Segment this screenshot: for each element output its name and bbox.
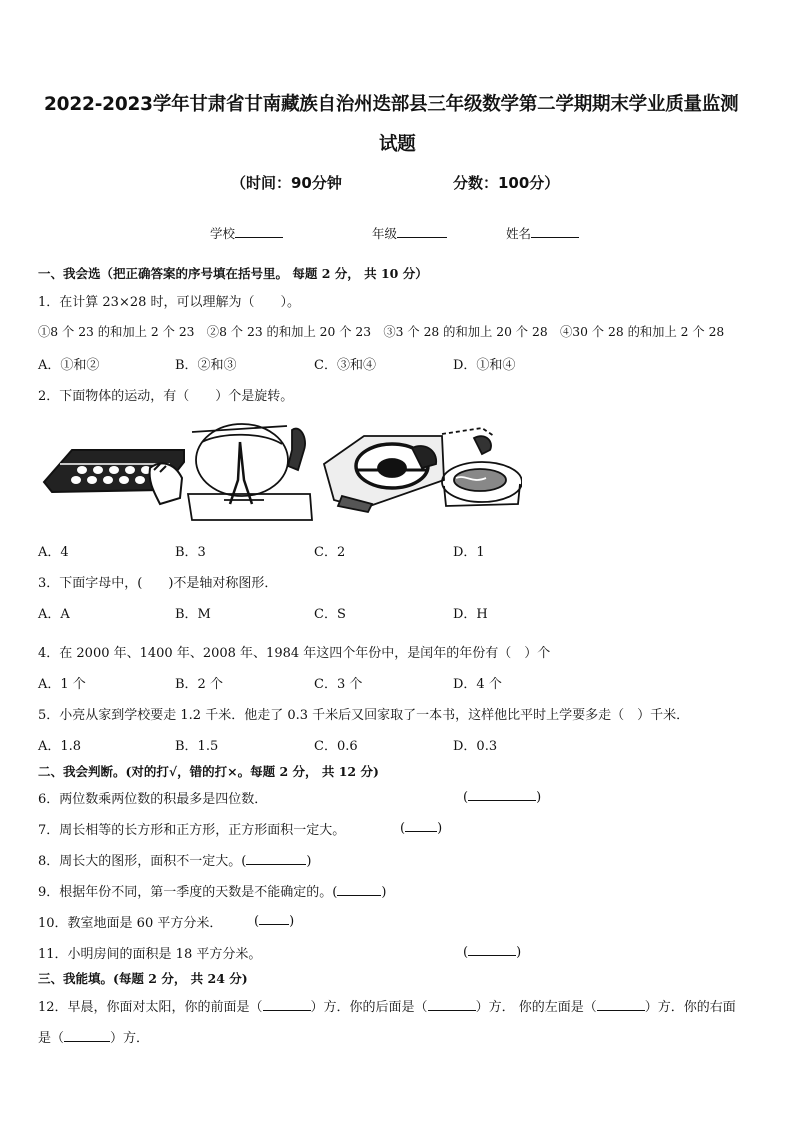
q1-option-d[interactable]: D．①和④ xyxy=(453,358,516,373)
q9-text: 9．根据年份不同，第一季度的天数是不能确定的。 xyxy=(38,885,333,900)
q11-answer-blank[interactable]: ( ) xyxy=(463,945,522,960)
q12-text-e: 是（ xyxy=(38,1031,65,1046)
q5-option-a[interactable]: A．1.8 xyxy=(38,739,82,754)
q7-text: 7．周长相等的长方形和正方形，正方形面积一定大。 xyxy=(38,823,346,838)
q9-answer-blank[interactable]: ( ) xyxy=(332,885,387,900)
q2-option-d[interactable]: D．1 xyxy=(453,545,485,560)
q12-text-a: 12．早晨，你面对太阳，你的前面是（ xyxy=(38,1000,263,1015)
q12-text-f: ）方． xyxy=(110,1031,150,1046)
q5-option-d[interactable]: D．0.3 xyxy=(453,739,498,754)
q4-option-b[interactable]: B．2 个 xyxy=(175,677,223,692)
q9-line xyxy=(38,881,386,900)
faucet-image xyxy=(442,428,522,506)
q3-option-d[interactable]: D．H xyxy=(453,607,488,622)
q3-option-b[interactable]: B．M xyxy=(175,607,211,622)
q5-option-c[interactable]: C．0.6 xyxy=(314,739,358,754)
q1-statements: ①8 个 23 的和加上 2 个 23 ②8 个 23 的和加上 20 个 23 ③3 个 28 的和加上 20 个 28 ④30 个 28 的和加上 2 个 28 xyxy=(38,325,725,339)
q2-figure xyxy=(42,420,522,522)
q12-line2 xyxy=(38,1027,149,1046)
q12-blank-back[interactable] xyxy=(428,998,476,1011)
section3-heading: 三、我能填。(每题 2 分， 共 24 分) xyxy=(38,971,248,986)
q5-stem: 5．小亮从家到学校要走 1.2 千米．他走了 0.3 千米后又回家取了一本书，这样他比平时上学要多走（ ）千米． xyxy=(38,708,690,723)
name-field xyxy=(506,224,579,242)
q10-text: 10．教室地面是 60 平方分米． xyxy=(38,916,223,931)
q2-option-a[interactable]: A．4 xyxy=(38,545,69,560)
q6-text: 6．两位数乘两位数的积最多是四位数． xyxy=(38,792,268,807)
section1-heading: 一、我会选（把正确答案的序号填在括号里。 每题 2 分， 共 10 分） xyxy=(38,266,428,281)
q6-answer-blank[interactable]: ( ) xyxy=(463,790,542,805)
q5-option-b[interactable]: B．1.5 xyxy=(175,739,219,754)
q8-text: 8．周长大的图形，面积不一定大。 xyxy=(38,854,242,869)
q4-option-c[interactable]: C．3 个 xyxy=(314,677,363,692)
q2-option-c[interactable]: C．2 xyxy=(314,545,346,560)
q3-stem: 3．下面字母中，( )不是轴对称图形． xyxy=(38,576,278,591)
q12-text-b: ）方．你的后面是（ xyxy=(310,1000,428,1015)
q1-option-a[interactable]: A．①和② xyxy=(38,358,100,373)
q3-option-c[interactable]: C．S xyxy=(314,607,346,622)
time-limit: （时间：90分钟 xyxy=(231,174,342,192)
q4-option-a[interactable]: A．1 个 xyxy=(38,677,86,692)
q12-blank-right[interactable] xyxy=(64,1029,110,1042)
steering-wheel-image xyxy=(324,436,444,512)
q12-blank-front[interactable] xyxy=(263,998,311,1011)
grade-label: 年级 xyxy=(372,226,398,241)
section2-heading: 二、我会判断。(对的打√，错的打×。每题 2 分， 共 12 分) xyxy=(38,764,379,779)
q8-answer-blank[interactable]: ( ) xyxy=(241,854,312,869)
school-blank[interactable] xyxy=(235,225,283,238)
q12-blank-left[interactable] xyxy=(597,998,645,1011)
grade-field xyxy=(372,224,447,242)
globe-image xyxy=(188,424,312,520)
q12-line1 xyxy=(38,996,736,1015)
q12-text-d: ）方．你的右面 xyxy=(644,1000,736,1015)
q10-answer-blank[interactable]: ( ) xyxy=(254,914,295,929)
q1-stem: 1．在计算 23×28 时，可以理解为（ ）。 xyxy=(38,295,301,310)
q7-answer-blank[interactable]: ( ) xyxy=(400,821,443,836)
q1-option-b[interactable]: B．②和③ xyxy=(175,358,237,373)
q2-option-b[interactable]: B．3 xyxy=(175,545,206,560)
doc-title-line2: 试题 xyxy=(379,134,416,155)
q12-text-c: ）方． 你的左面是（ xyxy=(475,1000,597,1015)
name-blank[interactable] xyxy=(531,225,579,238)
q4-stem: 4．在 2000 年、1400 年、2008 年、1984 年这四个年份中，是闰年的年份有（ ）个 xyxy=(38,646,551,661)
name-label: 姓名 xyxy=(506,226,532,241)
school-field xyxy=(210,224,283,242)
q4-option-d[interactable]: D．4 个 xyxy=(453,677,502,692)
q2-stem: 2．下面物体的运动，有（ ）个是旋转。 xyxy=(38,389,294,404)
q1-option-c[interactable]: C．③和④ xyxy=(314,358,376,373)
total-score: 分数：100分） xyxy=(453,174,560,192)
grade-blank[interactable] xyxy=(397,225,447,238)
q11-text: 11．小明房间的面积是 18 平方分米。 xyxy=(38,947,262,962)
q8-line xyxy=(38,850,311,869)
doc-title-line1: 2022-2023学年甘肃省甘南藏族自治州迭部县三年级数学第二学期期末学业质量监测 xyxy=(44,94,739,115)
abacus-image xyxy=(44,450,184,504)
school-label: 学校 xyxy=(210,226,236,241)
q3-option-a[interactable]: A．A xyxy=(38,607,70,622)
